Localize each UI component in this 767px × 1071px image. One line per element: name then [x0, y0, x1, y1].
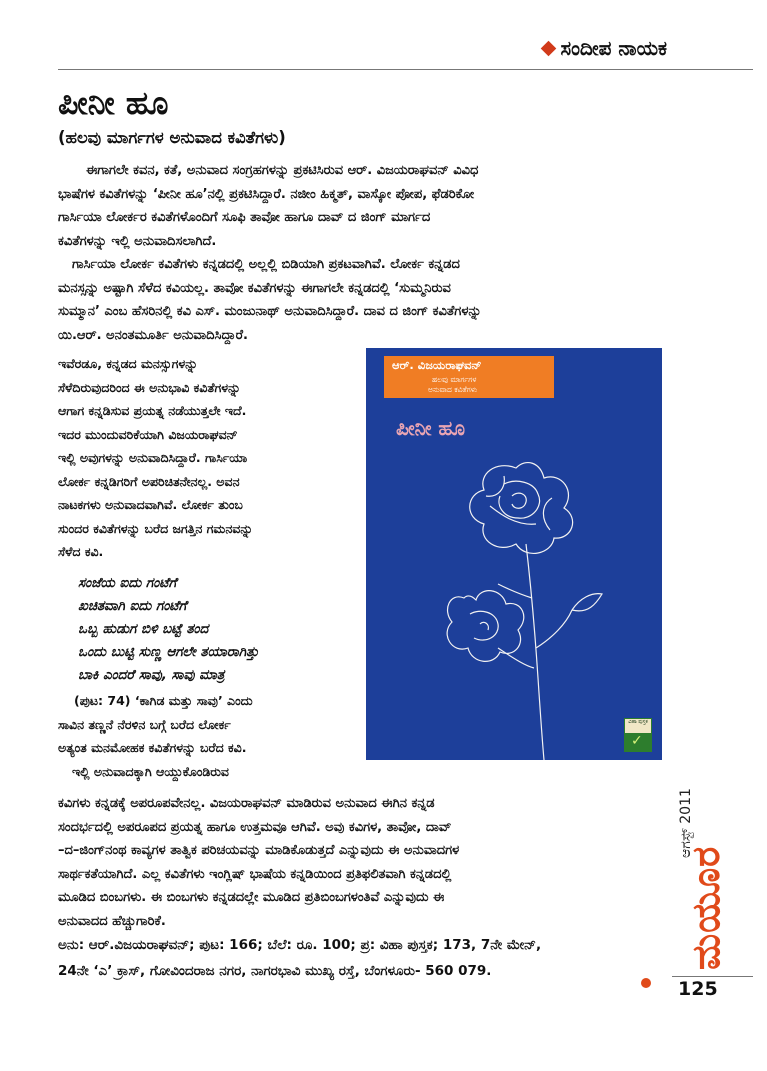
- header-divider: [58, 69, 753, 70]
- text-line: ಮೂಡಿದ ಬಿಂಬಗಳು. ಈ ಬಿಂಬಗಳು ಕನ್ನಡದಲ್ಲೇ ಮೂಡಿದ ಪ್ರತಿಬಿಂಬಗಳಂತಿವೆ ಎನ್ನುವುದು ಈ: [58, 890, 445, 905]
- text-line: ಇಲ್ಲಿ ಅನುವಾದಕ್ಕಾಗಿ ಆಯ್ದುಕೊಂಡಿರುವ: [72, 763, 229, 779]
- bullet-dot-icon: [641, 978, 651, 988]
- poem-line: ಸಂಜೆಯ ಐದು ಗಂಟೆಗೆ: [78, 575, 177, 591]
- text-line: ಸುಂದರ ಕವಿತೆಗಳನ್ನು ಬರೆದ ಜಗತ್ತಿನ ಗಮನವನ್ನು: [58, 520, 253, 536]
- poem-line: ಖಚಿತವಾಗಿ ಐದು ಗಂಟೆಗೆ: [78, 598, 187, 614]
- text-line: ಇವೆರಡೂ, ಕನ್ನಡದ ಮನಸ್ಸುಗಳನ್ನು: [58, 356, 198, 371]
- peony-flower-icon: [366, 348, 662, 760]
- text-line: ಮನಸ್ಸನ್ನು ಅಷ್ಟಾಗಿ ಸೆಳೆದ ಕವಿಯಲ್ಲ. ತಾವೋ ಕವಿತೆಗಳನ್ನು ಈಗಾಗಲೇ ಕನ್ನಡದಲ್ಲಿ ‘ಸುಮ್ಮನಿರುವ: [58, 280, 451, 296]
- poem-line: ಬಾಕಿ ಎಂದರೆ ಸಾವು, ಸಾವು ಮಾತ್ರ: [78, 667, 225, 683]
- text-line: ಸಂದರ್ಭದಲ್ಲಿ ಅಪರೂಪದ ಪ್ರಯತ್ನ ಹಾಗೂ ಉತ್ತಮವೂ ಆಗಿವೆ. ಅವು ಕವಿಗಳ, ತಾವೋ, ದಾವ್: [58, 819, 452, 835]
- article-title: ಪೀನೀ ಹೂ: [58, 84, 169, 122]
- column-paragraph: [58, 352, 253, 564]
- text-line: ಈಗಾಗಲೇ ಕವನ, ಕತೆ, ಅನುವಾದ ಸಂಗ್ರಹಗಳನ್ನು ಪ್ರಕಟಿಸಿರುವ ಆರ್. ವಿಜಯರಾಘವನ್ ವಿವಿಧ: [86, 163, 479, 178]
- text-line: ಭಾಷೆಗಳ ಕವಿತೆಗಳನ್ನು ‘ಪೀನೀ ಹೂ’ನಲ್ಲಿ ಪ್ರಕಟಿಸಿದ್ದಾರೆ. ನಜೀಂ ಹಿಕ್ಮತ್, ವಾಸ್ಕೋ ಪೋಪ, ಫೆಡರಿಕೋ: [58, 186, 475, 202]
- text-line: ನಾಟಕಗಳು ಅನುವಾದವಾಗಿವೆ. ಲೋರ್ಕ ತುಂಬ: [58, 497, 243, 512]
- book-cover-title: ಪೀನೀ ಹೂ: [396, 416, 466, 440]
- author-byline: [543, 36, 667, 60]
- post-poem-paragraph: [58, 689, 253, 783]
- text-line: 24ನೇ ‘ಎ’ ಕ್ರಾಸ್, ಗೋವಿಂದರಾಜ ನಗರ, ನಾಗರಭಾವಿ ಮುಖ್ಯ ರಸ್ತೆ, ಬೆಂಗಳೂರು- 560 079.: [58, 963, 492, 979]
- text-line: ಗಾರ್ಸಿಯಾ ಲೋರ್ಕರ ಕವಿತೆಗಳೊಂದಿಗೆ ಸೂಫಿ ತಾವೋ ಹಾಗೂ ದಾವ್ ದ ಜಿಂಗ್ ಮಾರ್ಗದ: [58, 210, 431, 225]
- book-cover-tagline: ಹಲವು ಮಾರ್ಗಗಳ: [432, 375, 477, 384]
- checkmark-icon: ✓: [631, 733, 643, 749]
- article-subtitle: (ಹಲವು ಮಾರ್ಗಗಳ ಅನುವಾದ ಕವಿತೆಗಳು): [58, 128, 286, 147]
- book-details: [58, 932, 541, 984]
- closing-paragraph: [58, 792, 459, 933]
- intro-paragraphs: [58, 159, 482, 347]
- diamond-icon: [541, 40, 557, 56]
- text-line: ಯಿ.ಆರ್. ಅನಂತಮೂರ್ತಿ ಅನುವಾದಿಸಿದ್ದಾರೆ.: [58, 327, 248, 343]
- poem-line: ಒಂದು ಬುಟ್ಟಿ ಸುಣ್ಣ ಆಗಲೇ ತಯಾರಾಗಿತ್ತು: [78, 644, 259, 660]
- issue-month: ಆಗಸ್ಟ್: [678, 828, 694, 858]
- text-line: ಗಾರ್ಸಿಯಾ ಲೋರ್ಕ ಕವಿತೆಗಳು ಕನ್ನಡದಲ್ಲಿ ಅಲ್ಲಲ್ಲಿ ಬಿಡಿಯಾಗಿ ಪ್ರಕಟವಾಗಿವೆ. ಲೋರ್ಕ ಕನ್ನಡದ: [72, 257, 460, 272]
- book-cover-author: ಆರ್. ವಿಜಯರಾಘವನ್: [392, 358, 482, 372]
- text-line: ಕವಿತೆಗಳನ್ನು ಇಲ್ಲಿ ಅನುವಾದಿಸಲಾಗಿದೆ.: [58, 233, 217, 249]
- author-name: ಸಂದೀಪ ನಾಯಕ: [560, 36, 667, 60]
- text-line: ಅತ್ಯಂತ ಮನಮೋಹಕ ಕವಿತೆಗಳನ್ನು ಬರೆದ ಕವಿ.: [58, 740, 247, 755]
- footer-divider: [672, 976, 753, 977]
- text-line: ಅನು: ಆರ್.ವಿಜಯರಾಘವನ್; ಪುಟ: 166; ಬೆಲೆ: ರೂ. 100; ಪ್ರ: ವಿಹಾ ಪುಸ್ತಕ; 173, 7ನೇ ಮೇನ್,: [58, 937, 542, 953]
- text-line: ಇಲ್ಲಿ ಅವುಗಳನ್ನು ಅನುವಾದಿಸಿದ್ದಾರೆ. ಗಾರ್ಸಿಯಾ: [58, 450, 248, 465]
- text-line: ಸೆಳೆದ ಕವಿ.: [58, 544, 104, 559]
- text-line: ಸಾರ್ಥಕತೆಯಾಗಿದೆ. ಎಲ್ಲ ಕವಿತೆಗಳು ಇಂಗ್ಲಿಷ್ ಭಾಷೆಯ ಕನ್ನಡಿಯಿಂದ ಪ್ರತಿಫಲಿತವಾಗಿ ಕನ್ನಡದಲ್ಲಿ: [58, 866, 452, 882]
- poem-line: ಒಬ್ಬ ಹುಡುಗ ಬಿಳಿ ಬಟ್ಟೆ ತಂದ: [78, 621, 209, 637]
- publisher-name: ವಿಹಾ ಪುಸ್ತಕ: [625, 719, 651, 733]
- text-line: ಅನುವಾದದ ಹೆಚ್ಚುಗಾರಿಕೆ.: [58, 913, 166, 929]
- poem-quote: [78, 572, 259, 687]
- publisher-logo: [624, 718, 652, 752]
- page-number: 125: [678, 978, 718, 1000]
- text-line: ಕವಿಗಳು ಕನ್ನಡಕ್ಕೆ ಅಪರೂಪವೇನಲ್ಲ. ವಿಜಯರಾಘವನ್ ಮಾಡಿರುವ ಅನುವಾದ ಈಗಿನ ಕನ್ನಡ: [58, 796, 435, 811]
- text-line: ಸಾವಿನ ತಣ್ಣನೆ ನೆರಳಿನ ಬಗ್ಗೆ ಬರೆದ ಲೋರ್ಕ: [58, 716, 231, 732]
- text-line: ಇದರ ಮುಂದುವರಿಕೆಯಾಗಿ ವಿಜಯರಾಘವನ್: [58, 426, 238, 442]
- magazine-name: ಮಯೂರ: [684, 845, 728, 970]
- text-line: ಸುಮ್ಮಾನ’ ಎಂಬ ಹೆಸರಿನಲ್ಲಿ ಕವಿ ಎಸ್. ಮಂಜುನಾಥ್ ಅನುವಾದಿಸಿದ್ದಾರೆ. ದಾವ ದ ಜಿಂಗ್ ಕವಿತೆಗಳನ್ನು: [58, 304, 482, 319]
- issue-year: 2011: [678, 788, 694, 824]
- text-line: ಸೆಳೆದಿರುವುದರಿಂದ ಈ ಅನುಭಾವಿ ಕವಿತೆಗಳನ್ನು: [58, 379, 241, 395]
- text-line: –ದ–ಜಿಂಗ್‌ನಂಥ ಕಾವ್ಯಗಳ ತಾತ್ವಿಕ ಪರಿಚಯವನ್ನು ಮಾಡಿಕೊಡುತ್ತದೆ ಎನ್ನುವುದು ಈ ಅನುವಾದಗಳ: [58, 843, 460, 858]
- magazine-masthead: [648, 768, 758, 973]
- text-line: (ಪುಟ: 74) ‘ಕಾಗಿಡ ಮತ್ತು ಸಾವು’ ಎಂದು: [74, 693, 253, 708]
- text-line: ಆಗಾಗ ಕನ್ನಡಿಸುವ ಪ್ರಯತ್ನ ನಡೆಯುತ್ತಲೇ ಇದೆ.: [58, 403, 247, 418]
- book-cover-tagline-2: ಅನುವಾದ ಕವಿತೆಗಳು: [428, 385, 478, 394]
- text-line: ಲೋರ್ಕ ಕನ್ನಡಿಗರಿಗೆ ಅಪರಿಚಿತನೇನಲ್ಲ. ಅವನ: [58, 473, 240, 489]
- book-cover-image: [366, 348, 662, 760]
